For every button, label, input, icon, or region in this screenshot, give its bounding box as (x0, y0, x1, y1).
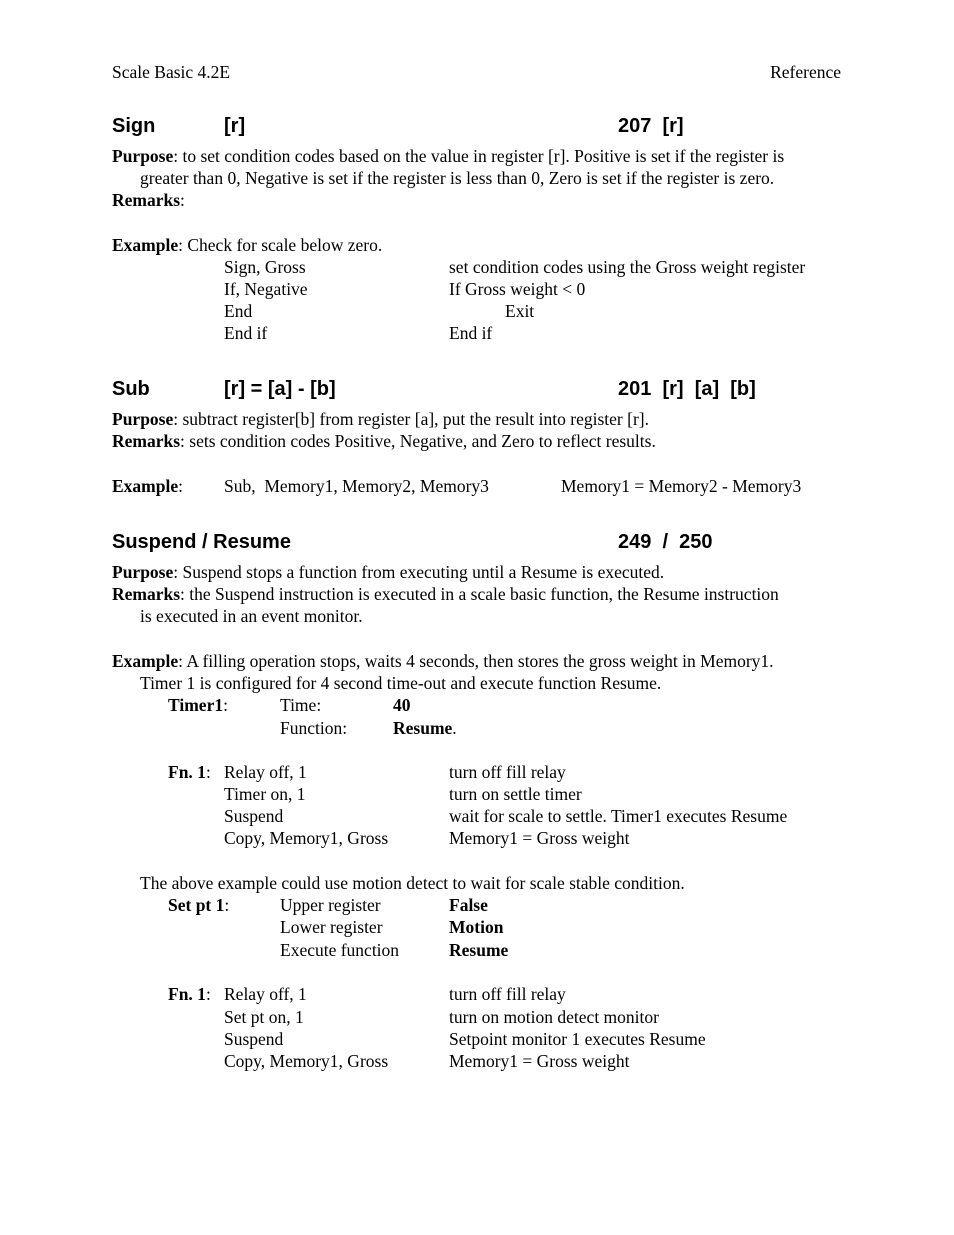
sub-opcode: 201 [r] [a] [b] (618, 378, 756, 400)
sign-remarks: Remarks: (112, 190, 185, 210)
setpt-row-label: Lower register (280, 917, 383, 937)
fn1-code-line: Suspend (224, 806, 284, 826)
sign-code-line: End if (224, 323, 268, 343)
timer-label: Timer1: (168, 695, 228, 715)
sign-purpose: Purpose: to set condition codes based on the value in register [r]. Positive is set if the register is (112, 146, 785, 166)
setpt-row-value: False (449, 895, 488, 915)
setpt-label: Set pt 1: (168, 895, 230, 915)
sign-code-line: If, Negative (224, 279, 308, 299)
header-right: Reference (770, 62, 841, 82)
sign-code-line: Sign, Gross (224, 257, 306, 277)
sub-example-comment: Memory1 = Memory2 - Memory3 (561, 476, 802, 496)
setpt-row-value: Resume (449, 940, 509, 960)
alternative-note: The above example could use motion detect to wait for scale stable condition. (140, 873, 685, 893)
suspend-opcode: 249 / 250 (618, 531, 713, 553)
fn1-comment-line: turn off fill relay (449, 762, 566, 782)
suspend-example: Example: A filling operation stops, waits 4 seconds, then stores the gross weight in Memory1. (112, 651, 774, 671)
fn2-code-line: Relay off, 1 (224, 984, 307, 1004)
sign-purpose-cont: greater than 0, Negative is set if the register is less than 0, Zero is set if the register is zero. (140, 168, 775, 188)
sign-syntax: [r] (224, 115, 246, 137)
fn2-code-line: Suspend (224, 1029, 284, 1049)
sub-example: Example: (112, 476, 183, 496)
timer-time-value: 40 (393, 695, 411, 715)
fn2-code-line: Set pt on, 1 (224, 1007, 304, 1027)
sub-remarks: Remarks: sets condition codes Positive, Negative, and Zero to reflect results. (112, 431, 656, 451)
fn2-comment-line: turn on motion detect monitor (449, 1007, 659, 1027)
setpt-row-value: Motion (449, 917, 504, 937)
sign-comment-line: Exit (505, 301, 535, 321)
fn2-comment-line: Setpoint monitor 1 executes Resume (449, 1029, 706, 1049)
fn2-comment-line: Memory1 = Gross weight (449, 1051, 630, 1071)
fn2-label: Fn. 1: (168, 984, 211, 1004)
fn1-comment-line: turn on settle timer (449, 784, 582, 804)
sub-syntax: [r] = [a] - [b] (224, 378, 336, 400)
sign-example: Example: Check for scale below zero. (112, 235, 383, 255)
sign-comment-line: set condition codes using the Gross weight register (449, 257, 806, 277)
header-left: Scale Basic 4.2E (112, 62, 231, 82)
timer-function-value: Resume. (393, 718, 457, 738)
fn2-comment-line: turn off fill relay (449, 984, 566, 1004)
fn1-label: Fn. 1: (168, 762, 211, 782)
setpt-row-label: Upper register (280, 895, 381, 915)
fn2-code-line: Copy, Memory1, Gross (224, 1051, 389, 1071)
fn1-code-line: Relay off, 1 (224, 762, 307, 782)
sign-comment-line: End if (449, 323, 493, 343)
sign-code-line: End (224, 301, 253, 321)
sign-comment-line: If Gross weight < 0 (449, 279, 586, 299)
sub-example-code: Sub, Memory1, Memory2, Memory3 (224, 476, 489, 496)
timer-function-label: Function: (280, 718, 348, 738)
fn1-code-line: Timer on, 1 (224, 784, 306, 804)
fn1-comment-line: wait for scale to settle. Timer1 executes Resume (449, 806, 788, 826)
fn1-code-line: Copy, Memory1, Gross (224, 828, 389, 848)
fn1-comment-line: Memory1 = Gross weight (449, 828, 630, 848)
sub-title: Sub (112, 378, 150, 400)
suspend-purpose: Purpose: Suspend stops a function from executing until a Resume is executed. (112, 562, 665, 582)
setpt-row-label: Execute function (280, 940, 400, 960)
sub-purpose: Purpose: subtract register[b] from register [a], put the result into register [r]. (112, 409, 649, 429)
suspend-title: Suspend / Resume (112, 531, 291, 553)
sign-title: Sign (112, 115, 156, 137)
suspend-remarks: Remarks: the Suspend instruction is executed in a scale basic function, the Resume instruction (112, 584, 779, 604)
suspend-remarks-cont: is executed in an event monitor. (140, 606, 363, 626)
sign-opcode: 207 [r] (618, 115, 684, 137)
suspend-example-cont: Timer 1 is configured for 4 second time-out and execute function Resume. (140, 673, 662, 693)
timer-time-label: Time: (280, 695, 322, 715)
